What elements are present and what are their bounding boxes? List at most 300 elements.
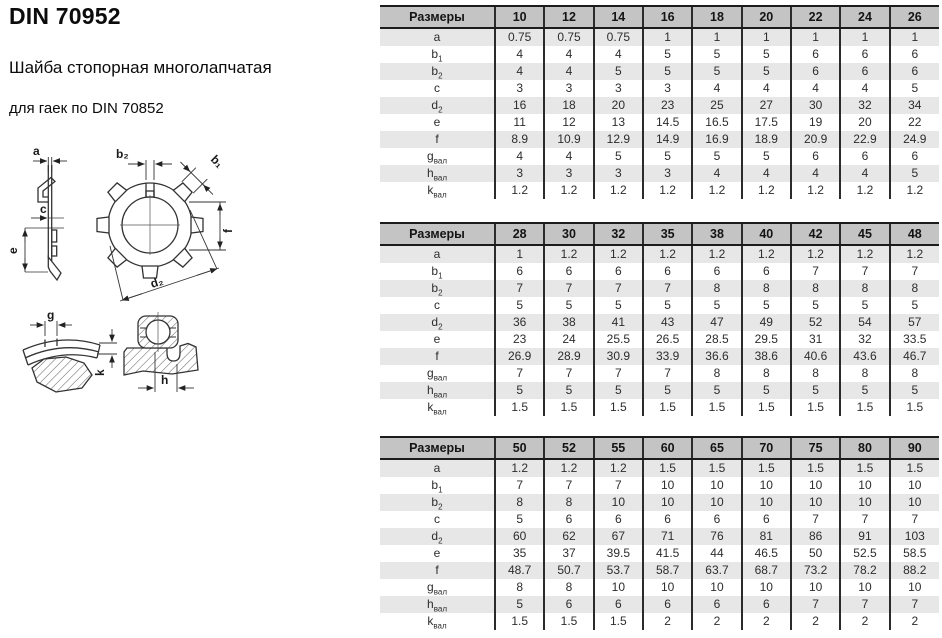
dimension-value-cell: 5 [890,382,939,399]
dimension-value-cell: 1.2 [643,182,692,199]
dimension-value-cell: 10 [791,494,840,511]
technical-drawing [4,130,262,430]
dimension-value-cell: 10.9 [544,131,593,148]
dimension-value-cell: 7 [840,596,889,613]
dimension-value-cell: 81 [742,528,791,545]
dimension-value-cell: 7 [643,365,692,382]
size-column-header: 38 [692,223,741,245]
dimension-value-cell: 39.5 [594,545,643,562]
dimension-value-cell: 63.7 [692,562,741,579]
table-row [380,165,939,182]
dimension-value-cell: 7 [890,511,939,528]
dimension-value-cell: 1.5 [791,399,840,416]
dimension-value-cell: 5 [643,382,692,399]
dimension-value-cell: 7 [544,280,593,297]
sizes-header-label: Размеры [380,6,495,28]
dimension-value-cell: 10 [594,579,643,596]
dimension-value-cell: 5 [890,297,939,314]
front-view-dimensions [110,160,226,301]
table-row [380,263,939,280]
dimension-value-cell: 54 [840,314,889,331]
dim-label-f: f [221,229,235,233]
dimension-value-cell: 7 [495,280,544,297]
dimension-value-cell: 36.6 [692,348,741,365]
dimension-value-cell: 7 [495,365,544,382]
size-table-28-48 [380,222,939,416]
dimension-value-cell: 7 [594,280,643,297]
dimension-value-cell: 53.7 [594,562,643,579]
dimension-value-cell: 5 [594,382,643,399]
size-column-header: 22 [791,6,840,28]
dimension-row-label: $h_{вал}$ [380,165,495,182]
dimension-value-cell: 5 [840,382,889,399]
dimension-value-cell: 76 [692,528,741,545]
dimension-row-label: $b_2$ [380,280,495,297]
dimension-value-cell: 6 [840,46,889,63]
dimension-value-cell: 3 [495,80,544,97]
dimension-row-label: c [434,81,440,95]
dimension-value-cell: 27 [742,97,791,114]
dimension-value-cell: 10 [643,477,692,494]
dimension-value-cell: 41 [594,314,643,331]
dimension-value-cell: 4 [742,80,791,97]
dimension-row-label: $b_2$ [380,63,495,80]
dimension-row-label: f [380,562,495,579]
table-row [380,348,939,365]
dimension-value-cell: 2 [840,613,889,630]
dimension-value-cell: 5 [791,297,840,314]
table-row [380,613,939,630]
dimension-value-cell: 20 [594,97,643,114]
dimension-value-cell: 37 [544,545,593,562]
table-row [380,528,939,545]
dimension-value-cell: 1 [791,28,840,46]
dimension-value-cell: 1.5 [594,399,643,416]
dimension-value-cell: 22 [890,114,939,131]
dimension-value-cell: 86 [791,528,840,545]
dimension-value-cell: 5 [742,148,791,165]
table-row [380,46,939,63]
size-column-header: 50 [495,437,544,459]
dimension-row-label: $g_{вал}$ [427,366,447,383]
dimension-value-cell: 5 [643,148,692,165]
dimension-value-cell: 31 [791,331,840,348]
dimension-value-cell: 7 [890,596,939,613]
dimension-value-cell: 1 [495,245,544,263]
dimension-value-cell: 1.2 [791,245,840,263]
dimension-value-cell: 10 [594,494,643,511]
usage-note: для гаек по DIN 70852 [9,100,164,117]
dimension-value-cell: 1.5 [840,459,889,477]
dimension-value-cell: 5 [742,382,791,399]
size-column-header: 24 [840,6,889,28]
dimension-value-cell: 8 [742,365,791,382]
size-column-header: 26 [890,6,939,28]
dim-label-b1: b₁ [207,152,227,171]
size-column-header: 28 [495,223,544,245]
dimension-value-cell: 8 [890,365,939,382]
dimension-value-cell: 8 [742,280,791,297]
shaft-groove-drawing [124,312,198,375]
table-row [380,280,939,297]
dimension-value-cell: 6 [692,263,741,280]
dimension-value-cell: 33.5 [890,331,939,348]
dimension-value-cell: 1.5 [495,613,544,630]
table-row [380,399,939,416]
table-row [380,331,939,348]
size-column-header: 70 [742,437,791,459]
size-column-header: 52 [544,437,593,459]
size-column-header: 12 [544,6,593,28]
table-row [380,494,939,511]
dimension-value-cell: 1.2 [495,459,544,477]
size-column-header: 65 [692,437,741,459]
dimension-value-cell: 2 [643,613,692,630]
dimension-value-cell: 4 [495,63,544,80]
dimension-value-cell: 1.2 [544,245,593,263]
dimension-value-cell: 7 [791,596,840,613]
dimension-value-cell: 4 [742,165,791,182]
dimension-value-cell: 23 [495,331,544,348]
dimension-value-cell: 10 [742,477,791,494]
table-row [380,297,939,314]
dimension-value-cell: 12 [544,114,593,131]
dimension-tables [380,5,939,630]
dimension-value-cell: 17.5 [742,114,791,131]
dimension-value-cell: 3 [544,80,593,97]
dimension-value-cell: 0.75 [594,28,643,46]
dimension-row-label: $d_2$ [380,528,495,545]
dimension-value-cell: 4 [544,63,593,80]
dimension-row-label: $g_{вал}$ [427,580,447,597]
dimension-value-cell: 6 [544,511,593,528]
size-column-header: 32 [594,223,643,245]
dimension-row-label: a [380,28,495,46]
size-column-header: 90 [890,437,939,459]
dimension-value-cell: 10 [791,579,840,596]
front-view-centerlines [120,195,180,255]
size-column-header: 42 [791,223,840,245]
dimension-value-cell: 0.75 [495,28,544,46]
dimension-value-cell: 1.5 [791,459,840,477]
dimension-value-cell: 103 [890,528,939,545]
dimension-value-cell: 5 [643,46,692,63]
table-row [380,382,939,399]
dimension-value-cell: 10 [840,579,889,596]
dimension-value-cell: 5 [890,80,939,97]
dimension-row-label: e [433,546,441,560]
dimension-value-cell: 4 [544,148,593,165]
dimension-value-cell: 6 [742,263,791,280]
dimension-value-cell: 6 [594,511,643,528]
dimension-value-cell: 57 [890,314,939,331]
table-row [380,545,939,562]
dimension-value-cell: 10 [890,579,939,596]
dimension-value-cell: 67 [594,528,643,545]
dimension-value-cell: 29.5 [742,331,791,348]
dimension-value-cell: 71 [643,528,692,545]
dim-label-d2: d₂ [148,273,165,291]
dimension-value-cell: 6 [791,46,840,63]
dimension-value-cell: 10 [692,477,741,494]
table-row [380,245,939,263]
dimension-value-cell: 10 [890,477,939,494]
dimension-value-cell: 10 [840,477,889,494]
table-row [380,182,939,199]
dimension-row-label: c [434,512,440,526]
dimension-value-cell: 8 [692,280,741,297]
table-row [380,511,939,528]
table-row [380,148,939,165]
dimension-row-label: $b_1$ [431,478,443,495]
dimension-value-cell: 6 [742,511,791,528]
dimension-value-cell: 3 [594,80,643,97]
dimension-row-label: a [380,245,495,263]
dimension-value-cell: 8 [791,280,840,297]
dimension-value-cell: 1 [692,28,741,46]
dimension-value-cell: 38 [544,314,593,331]
size-table-50-90 [380,436,939,630]
dimension-value-cell: 28.5 [692,331,741,348]
dimension-value-cell: 10 [890,494,939,511]
dimension-value-cell: 8 [544,494,593,511]
dimension-value-cell: 5 [742,46,791,63]
dim-label-h: h [161,373,169,387]
dimension-value-cell: 20 [840,114,889,131]
dimension-value-cell: 1.2 [692,245,741,263]
dimension-value-cell: 6 [840,63,889,80]
dimension-value-cell: 18 [544,97,593,114]
dimension-value-cell: 4 [840,80,889,97]
dimension-value-cell: 16.5 [692,114,741,131]
table-row [380,28,939,46]
dimension-value-cell: 1.5 [495,399,544,416]
dimension-value-cell: 43 [643,314,692,331]
table-row [380,562,939,579]
dimension-value-cell: 3 [594,165,643,182]
dimension-value-cell: 1.2 [643,245,692,263]
dimension-value-cell: 49 [742,314,791,331]
dimension-row-label: e [433,115,441,129]
dimension-value-cell: 46.7 [890,348,939,365]
part-name: Шайба стопорная многолапчатая [9,58,272,77]
tab-section-drawing [23,339,100,393]
dimension-value-cell: 1.2 [692,182,741,199]
dimension-value-cell: 5 [692,297,741,314]
dimension-value-cell: 30 [791,97,840,114]
table-row [380,114,939,131]
dimension-value-cell: 35 [495,545,544,562]
dimension-value-cell: 1.5 [890,459,939,477]
dimension-value-cell: 3 [643,165,692,182]
table-row [380,131,939,148]
dimension-row-label: $d_2$ [380,97,495,114]
size-column-header: 60 [643,437,692,459]
dimension-value-cell: 46.5 [742,545,791,562]
size-column-header: 40 [742,223,791,245]
dimension-row-label: c [434,298,440,312]
table-row [380,63,939,80]
size-column-header: 16 [643,6,692,28]
dimension-value-cell: 10 [643,494,692,511]
dimension-value-cell: 7 [791,263,840,280]
dimension-value-cell: 3 [544,165,593,182]
dimension-row-label: $b_2$ [380,494,495,511]
dimension-value-cell: 4 [791,80,840,97]
dimension-value-cell: 1.2 [742,245,791,263]
dimension-value-cell: 10 [840,494,889,511]
dimension-value-cell: 24 [544,331,593,348]
dimension-value-cell: 1.5 [742,399,791,416]
dimension-value-cell: 16.9 [692,131,741,148]
dimension-value-cell: 1.5 [742,459,791,477]
dimension-value-cell: 5 [594,297,643,314]
dimension-value-cell: 62 [544,528,593,545]
dimension-value-cell: 7 [791,511,840,528]
dimension-value-cell: 58.5 [890,545,939,562]
dimension-value-cell: 25.5 [594,331,643,348]
dimension-value-cell: 10 [692,579,741,596]
dimension-value-cell: 1 [742,28,791,46]
dimension-value-cell: 6 [643,511,692,528]
dimension-value-cell: 10 [742,494,791,511]
dimension-value-cell: 6 [890,63,939,80]
dimension-value-cell: 5 [643,297,692,314]
dimension-value-cell: 14.5 [643,114,692,131]
dimension-value-cell: 1.2 [594,182,643,199]
dimension-value-cell: 7 [840,263,889,280]
dimension-value-cell: 25 [692,97,741,114]
dimension-value-cell: 6 [791,148,840,165]
dimension-value-cell: 8 [890,280,939,297]
dimension-value-cell: 33.9 [643,348,692,365]
dimension-value-cell: 5 [594,63,643,80]
dimension-value-cell: 5 [692,63,741,80]
dimension-value-cell: 26.5 [643,331,692,348]
dimension-value-cell: 1.5 [692,459,741,477]
dimension-value-cell: 19 [791,114,840,131]
dimension-value-cell: 60 [495,528,544,545]
dimension-value-cell: 38.6 [742,348,791,365]
dimension-value-cell: 1.2 [890,245,939,263]
dimension-value-cell: 6 [643,263,692,280]
dimension-value-cell: 5 [544,382,593,399]
dimension-value-cell: 1.2 [495,182,544,199]
dimension-value-cell: 48.7 [495,562,544,579]
dimension-row-label: f [380,131,495,148]
dimension-value-cell: 7 [544,477,593,494]
dimension-value-cell: 1.5 [594,613,643,630]
dimension-value-cell: 1.5 [643,399,692,416]
dimension-value-cell: 43.6 [840,348,889,365]
dimension-value-cell: 5 [692,382,741,399]
dimension-value-cell: 2 [791,613,840,630]
dimension-value-cell: 6 [890,46,939,63]
dimension-value-cell: 4 [594,46,643,63]
dimension-value-cell: 34 [890,97,939,114]
table-row [380,365,939,382]
dimension-value-cell: 1.2 [594,245,643,263]
dimension-row-label: a [380,459,495,477]
dimension-value-cell: 10 [742,579,791,596]
dimension-value-cell: 6 [594,596,643,613]
dimension-value-cell: 6 [544,263,593,280]
dimension-value-cell: 73.2 [791,562,840,579]
dim-label-b2: b₂ [116,147,129,161]
dimension-value-cell: 1.2 [840,245,889,263]
table-row [380,314,939,331]
dimension-value-cell: 7 [643,280,692,297]
dimension-value-cell: 5 [890,165,939,182]
dimension-value-cell: 4 [495,46,544,63]
dimension-value-cell: 4 [840,165,889,182]
size-column-header: 45 [840,223,889,245]
dimension-value-cell: 6 [643,596,692,613]
sizes-header-label: Размеры [380,437,495,459]
dimension-value-cell: 4 [495,148,544,165]
dimension-value-cell: 5 [594,148,643,165]
dimension-value-cell: 6 [692,511,741,528]
dimension-row-label: $g_{вал}$ [427,149,447,166]
dimension-value-cell: 47 [692,314,741,331]
dimension-value-cell: 4 [791,165,840,182]
dimension-value-cell: 1.5 [544,399,593,416]
size-column-header: 35 [643,223,692,245]
table-row [380,477,939,494]
dimension-value-cell: 2 [890,613,939,630]
dimension-value-cell: 3 [495,165,544,182]
dimension-value-cell: 4 [544,46,593,63]
dimension-value-cell: 1.5 [890,399,939,416]
dimension-value-cell: 23 [643,97,692,114]
dimension-value-cell: 5 [742,297,791,314]
dimension-value-cell: 88.2 [890,562,939,579]
dimension-value-cell: 6 [692,596,741,613]
dim-label-k: k [93,369,107,376]
dimension-value-cell: 1.2 [544,459,593,477]
dimension-row-label: $h_{вал}$ [380,596,495,613]
table-header-row [380,223,939,245]
dimension-row-label: $b_1$ [431,264,443,281]
dimension-value-cell: 11 [495,114,544,131]
dimension-value-cell: 1.5 [544,613,593,630]
table-header-row [380,437,939,459]
dimension-value-cell: 1 [643,28,692,46]
dimension-value-cell: 5 [742,63,791,80]
size-column-header: 14 [594,6,643,28]
dimension-value-cell: 5 [544,297,593,314]
dimension-value-cell: 8 [495,579,544,596]
dimension-value-cell: 28.9 [544,348,593,365]
dimension-value-cell: 4 [692,80,741,97]
dimension-row-label: $k_{вал}$ [427,400,447,417]
dimension-value-cell: 1.2 [544,182,593,199]
dimension-value-cell: 36 [495,314,544,331]
dimension-value-cell: 1.5 [840,399,889,416]
dimension-value-cell: 7 [594,477,643,494]
dim-label-g: g [47,308,55,322]
size-column-header: 18 [692,6,741,28]
dimension-value-cell: 7 [495,477,544,494]
dimension-value-cell: 5 [791,382,840,399]
dimension-value-cell: 58.7 [643,562,692,579]
dim-label-e: e [6,247,20,254]
table-row [380,579,939,596]
dimension-value-cell: 8 [495,494,544,511]
dimension-value-cell: 6 [890,148,939,165]
dimension-value-cell: 50 [791,545,840,562]
dimension-value-cell: 5 [692,148,741,165]
